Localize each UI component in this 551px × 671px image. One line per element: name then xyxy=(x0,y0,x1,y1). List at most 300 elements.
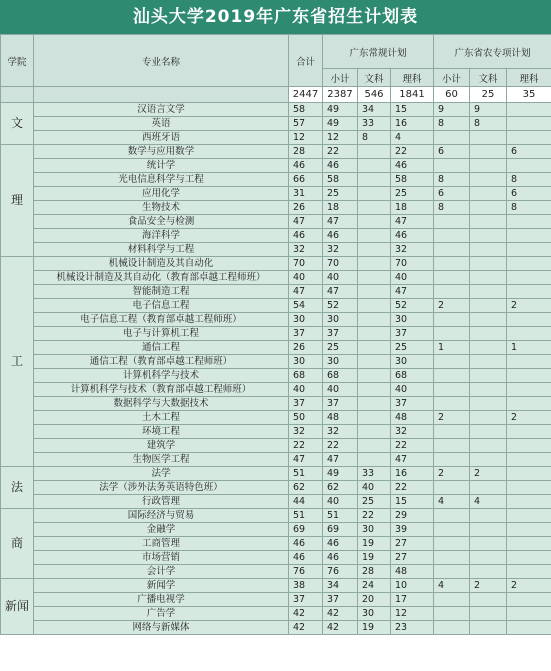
regular-subtotal-cell: 42 xyxy=(323,607,358,621)
regular-arts-cell xyxy=(358,299,391,313)
special-science-cell xyxy=(507,495,551,509)
total-cell: 12 xyxy=(289,131,323,145)
total-cell: 66 xyxy=(289,173,323,187)
regular-arts-cell: 25 xyxy=(358,495,391,509)
major-name-cell: 光电信息科学与工程 xyxy=(34,173,289,187)
regular-science-cell: 47 xyxy=(391,215,434,229)
major-name-cell: 食品安全与检测 xyxy=(34,215,289,229)
total-cell: 28 xyxy=(289,145,323,159)
table-row xyxy=(1,187,551,201)
regular-subtotal-cell: 46 xyxy=(323,229,358,243)
major-name-cell: 应用化学 xyxy=(34,187,289,201)
major-name-cell: 土木工程 xyxy=(34,411,289,425)
special-arts-cell xyxy=(470,285,507,299)
major-name-cell: 数学与应用数学 xyxy=(34,145,289,159)
regular-arts-cell xyxy=(358,173,391,187)
total-cell: 32 xyxy=(289,425,323,439)
college-label: 理 xyxy=(1,145,34,257)
major-name-cell: 汉语言文学 xyxy=(34,103,289,117)
special-arts-cell xyxy=(470,607,507,621)
regular-science-cell: 22 xyxy=(391,439,434,453)
total-cell: 22 xyxy=(289,439,323,453)
special-science-cell xyxy=(507,229,551,243)
major-name-cell: 环境工程 xyxy=(34,425,289,439)
regular-science-cell: 12 xyxy=(391,607,434,621)
total-cell: 46 xyxy=(289,159,323,173)
special-science-cell xyxy=(507,621,551,635)
table-row xyxy=(1,159,551,173)
special-arts-cell xyxy=(470,425,507,439)
special-science-cell: 2 xyxy=(507,579,551,593)
table-row xyxy=(1,243,551,257)
regular-subtotal-cell: 70 xyxy=(323,257,358,271)
total-cell: 30 xyxy=(289,313,323,327)
regular-arts-cell: 28 xyxy=(358,565,391,579)
special-arts-cell xyxy=(470,201,507,215)
regular-subtotal-cell: 25 xyxy=(323,341,358,355)
total-cell: 44 xyxy=(289,495,323,509)
regular-subtotal-cell: 12 xyxy=(323,131,358,145)
regular-subtotal-cell: 49 xyxy=(323,467,358,481)
special-science-cell: 2 xyxy=(507,411,551,425)
table-row xyxy=(1,523,551,537)
special-arts-cell: 4 xyxy=(470,495,507,509)
regular-subtotal-cell: 48 xyxy=(323,411,358,425)
special-subtotal-cell: 8 xyxy=(434,173,470,187)
page-title: 汕头大学2019年广东省招生计划表 xyxy=(0,0,551,34)
regular-subtotal-cell: 37 xyxy=(323,327,358,341)
special-science-cell xyxy=(507,593,551,607)
regular-science-cell: 16 xyxy=(391,467,434,481)
special-arts-cell xyxy=(470,187,507,201)
table-row xyxy=(1,537,551,551)
special-arts-cell: 2 xyxy=(470,579,507,593)
special-arts-cell xyxy=(470,173,507,187)
regular-subtotal-cell: 40 xyxy=(323,495,358,509)
regular-arts-cell xyxy=(358,257,391,271)
regular-science-cell: 32 xyxy=(391,243,434,257)
regular-subtotal-cell: 47 xyxy=(323,215,358,229)
special-science-cell xyxy=(507,537,551,551)
regular-arts-cell xyxy=(358,243,391,257)
special-arts-cell xyxy=(470,523,507,537)
special-science-cell xyxy=(507,523,551,537)
regular-subtotal-cell: 62 xyxy=(323,481,358,495)
header-special-arts: 文科 xyxy=(470,69,507,87)
special-subtotal-cell xyxy=(434,285,470,299)
special-subtotal-cell: 8 xyxy=(434,117,470,131)
total-cell: 46 xyxy=(289,229,323,243)
special-subtotal-cell xyxy=(434,131,470,145)
major-name-cell: 新闻学 xyxy=(34,579,289,593)
regular-subtotal-cell: 18 xyxy=(323,201,358,215)
special-arts-cell xyxy=(470,215,507,229)
college-label: 商 xyxy=(1,509,34,579)
special-subtotal-cell xyxy=(434,271,470,285)
regular-science-cell: 18 xyxy=(391,201,434,215)
regular-subtotal-cell: 22 xyxy=(323,439,358,453)
regular-arts-cell xyxy=(358,355,391,369)
special-arts-cell xyxy=(470,131,507,145)
regular-arts-cell: 40 xyxy=(358,481,391,495)
major-name-cell: 通信工程 xyxy=(34,341,289,355)
major-name-cell: 法学 xyxy=(34,467,289,481)
regular-science-cell: 40 xyxy=(391,383,434,397)
special-arts-cell xyxy=(470,537,507,551)
table-row xyxy=(1,551,551,565)
special-subtotal-cell xyxy=(434,523,470,537)
table-row xyxy=(1,313,551,327)
regular-arts-cell: 33 xyxy=(358,467,391,481)
special-subtotal-cell: 2 xyxy=(434,411,470,425)
table-row xyxy=(1,369,551,383)
total-cell: 37 xyxy=(289,327,323,341)
regular-arts-cell xyxy=(358,215,391,229)
table-row xyxy=(1,509,551,523)
regular-subtotal-cell: 58 xyxy=(323,173,358,187)
regular-arts-cell: 30 xyxy=(358,607,391,621)
regular-subtotal-cell: 40 xyxy=(323,383,358,397)
total-special-arts: 25 xyxy=(470,87,507,103)
special-subtotal-cell xyxy=(434,607,470,621)
special-science-cell: 8 xyxy=(507,201,551,215)
table-row xyxy=(1,593,551,607)
regular-science-cell: 4 xyxy=(391,131,434,145)
major-name-cell: 材料科学与工程 xyxy=(34,243,289,257)
special-science-cell: 1 xyxy=(507,341,551,355)
major-name-cell: 会计学 xyxy=(34,565,289,579)
regular-science-cell: 70 xyxy=(391,257,434,271)
total-cell: 40 xyxy=(289,383,323,397)
special-subtotal-cell xyxy=(434,383,470,397)
regular-arts-cell xyxy=(358,411,391,425)
total-cell: 31 xyxy=(289,187,323,201)
special-arts-cell xyxy=(470,593,507,607)
regular-subtotal-cell: 47 xyxy=(323,453,358,467)
regular-subtotal-cell: 30 xyxy=(323,313,358,327)
regular-science-cell: 23 xyxy=(391,621,434,635)
major-name-cell: 数据科学与大数据技术 xyxy=(34,397,289,411)
regular-subtotal-cell: 34 xyxy=(323,579,358,593)
special-arts-cell xyxy=(470,299,507,313)
special-subtotal-cell: 2 xyxy=(434,299,470,313)
special-subtotal-cell: 8 xyxy=(434,201,470,215)
special-subtotal-cell xyxy=(434,425,470,439)
table-row xyxy=(1,397,551,411)
enrollment-table xyxy=(0,34,551,635)
special-science-cell xyxy=(507,397,551,411)
regular-subtotal-cell: 42 xyxy=(323,621,358,635)
regular-subtotal-cell: 30 xyxy=(323,355,358,369)
special-science-cell xyxy=(507,453,551,467)
special-science-cell xyxy=(507,607,551,621)
regular-science-cell: 10 xyxy=(391,579,434,593)
header-total: 合计 xyxy=(289,35,323,87)
total-cell: 30 xyxy=(289,355,323,369)
table-row xyxy=(1,117,551,131)
regular-subtotal-cell: 22 xyxy=(323,145,358,159)
special-science-cell xyxy=(507,565,551,579)
regular-arts-cell xyxy=(358,229,391,243)
table-row xyxy=(1,579,551,593)
special-science-cell xyxy=(507,159,551,173)
special-subtotal-cell xyxy=(434,369,470,383)
total-regular-science: 1841 xyxy=(391,87,434,103)
total-regular-arts: 546 xyxy=(358,87,391,103)
major-name-cell: 智能制造工程 xyxy=(34,285,289,299)
major-name-cell: 海洋科学 xyxy=(34,229,289,243)
header-regular-plan: 广东常规计划 xyxy=(323,35,434,69)
special-science-cell xyxy=(507,439,551,453)
major-name-cell: 计算机科学与技术 xyxy=(34,369,289,383)
special-science-cell xyxy=(507,369,551,383)
table-row xyxy=(1,131,551,145)
special-subtotal-cell xyxy=(434,243,470,257)
regular-science-cell: 15 xyxy=(391,103,434,117)
regular-arts-cell xyxy=(358,453,391,467)
regular-arts-cell: 22 xyxy=(358,509,391,523)
header-science: 理科 xyxy=(391,69,434,87)
totals-row xyxy=(1,87,551,103)
special-subtotal-cell xyxy=(434,481,470,495)
major-name-cell: 广告学 xyxy=(34,607,289,621)
table-row xyxy=(1,565,551,579)
special-science-cell: 2 xyxy=(507,299,551,313)
special-arts-cell xyxy=(470,229,507,243)
regular-science-cell: 27 xyxy=(391,551,434,565)
special-arts-cell xyxy=(470,313,507,327)
major-name-cell: 金融学 xyxy=(34,523,289,537)
major-name-cell: 国际经济与贸易 xyxy=(34,509,289,523)
college-label: 法 xyxy=(1,467,34,509)
total-cell: 70 xyxy=(289,257,323,271)
college-label: 新闻 xyxy=(1,579,34,635)
regular-arts-cell: 34 xyxy=(358,103,391,117)
special-arts-cell xyxy=(470,327,507,341)
regular-science-cell: 27 xyxy=(391,537,434,551)
regular-science-cell: 17 xyxy=(391,593,434,607)
special-arts-cell xyxy=(470,453,507,467)
regular-subtotal-cell: 49 xyxy=(323,103,358,117)
major-name-cell: 工商管理 xyxy=(34,537,289,551)
special-science-cell xyxy=(507,215,551,229)
special-subtotal-cell xyxy=(434,453,470,467)
total-cell: 26 xyxy=(289,201,323,215)
regular-science-cell: 22 xyxy=(391,481,434,495)
total-regular-subtotal: 2387 xyxy=(323,87,358,103)
regular-science-cell: 25 xyxy=(391,341,434,355)
special-arts-cell xyxy=(470,355,507,369)
major-name-cell: 通信工程（教育部卓越工程师班） xyxy=(34,355,289,369)
special-science-cell xyxy=(507,327,551,341)
table-row xyxy=(1,299,551,313)
special-science-cell xyxy=(507,551,551,565)
regular-arts-cell: 19 xyxy=(358,537,391,551)
regular-science-cell: 30 xyxy=(391,313,434,327)
regular-arts-cell: 19 xyxy=(358,551,391,565)
table-row xyxy=(1,271,551,285)
regular-arts-cell xyxy=(358,313,391,327)
regular-subtotal-cell: 68 xyxy=(323,369,358,383)
total-special-science: 35 xyxy=(507,87,551,103)
regular-science-cell: 32 xyxy=(391,425,434,439)
special-science-cell xyxy=(507,117,551,131)
regular-science-cell: 40 xyxy=(391,271,434,285)
regular-arts-cell xyxy=(358,383,391,397)
special-arts-cell xyxy=(470,397,507,411)
total-cell: 40 xyxy=(289,271,323,285)
header-subtotal: 小计 xyxy=(323,69,358,87)
special-science-cell xyxy=(507,257,551,271)
regular-science-cell: 15 xyxy=(391,495,434,509)
special-subtotal-cell: 4 xyxy=(434,579,470,593)
major-name-cell: 电子信息工程 xyxy=(34,299,289,313)
special-arts-cell xyxy=(470,565,507,579)
special-science-cell xyxy=(507,243,551,257)
special-science-cell: 6 xyxy=(507,145,551,159)
regular-science-cell: 29 xyxy=(391,509,434,523)
special-subtotal-cell xyxy=(434,537,470,551)
header-major: 专业名称 xyxy=(34,35,289,87)
major-name-cell: 市场营销 xyxy=(34,551,289,565)
special-arts-cell xyxy=(470,271,507,285)
special-subtotal-cell xyxy=(434,229,470,243)
special-arts-cell xyxy=(470,145,507,159)
table-row xyxy=(1,607,551,621)
regular-science-cell: 22 xyxy=(391,145,434,159)
major-name-cell: 英语 xyxy=(34,117,289,131)
special-subtotal-cell xyxy=(434,551,470,565)
table-row xyxy=(1,383,551,397)
regular-arts-cell: 33 xyxy=(358,117,391,131)
regular-subtotal-cell: 47 xyxy=(323,285,358,299)
special-arts-cell: 2 xyxy=(470,467,507,481)
header-special-plan: 广东省农专项计划 xyxy=(434,35,551,69)
regular-arts-cell: 30 xyxy=(358,523,391,537)
table-row xyxy=(1,411,551,425)
major-name-cell: 计算机科学与技术（教育部卓越工程师班） xyxy=(34,383,289,397)
major-name-cell: 生物医学工程 xyxy=(34,453,289,467)
regular-subtotal-cell: 52 xyxy=(323,299,358,313)
table-row xyxy=(1,285,551,299)
total-cell: 42 xyxy=(289,607,323,621)
regular-science-cell: 47 xyxy=(391,285,434,299)
regular-science-cell: 58 xyxy=(391,173,434,187)
total-cell: 51 xyxy=(289,467,323,481)
special-science-cell xyxy=(507,285,551,299)
special-science-cell xyxy=(507,509,551,523)
special-arts-cell xyxy=(470,551,507,565)
table-row xyxy=(1,481,551,495)
table-row xyxy=(1,327,551,341)
table-row xyxy=(1,453,551,467)
regular-subtotal-cell: 37 xyxy=(323,593,358,607)
special-science-cell xyxy=(507,467,551,481)
special-subtotal-cell: 9 xyxy=(434,103,470,117)
regular-subtotal-cell: 49 xyxy=(323,117,358,131)
total-cell: 46 xyxy=(289,551,323,565)
table-row xyxy=(1,621,551,635)
special-subtotal-cell xyxy=(434,593,470,607)
special-subtotal-cell xyxy=(434,509,470,523)
special-science-cell xyxy=(507,481,551,495)
special-arts-cell xyxy=(470,621,507,635)
total-cell: 57 xyxy=(289,117,323,131)
table-row xyxy=(1,425,551,439)
major-name-cell: 西班牙语 xyxy=(34,131,289,145)
regular-arts-cell xyxy=(358,187,391,201)
regular-subtotal-cell: 46 xyxy=(323,159,358,173)
major-name-cell: 统计学 xyxy=(34,159,289,173)
special-science-cell xyxy=(507,131,551,145)
regular-arts-cell: 19 xyxy=(358,621,391,635)
table-row xyxy=(1,173,551,187)
total-cell: 46 xyxy=(289,537,323,551)
regular-science-cell: 37 xyxy=(391,327,434,341)
major-name-cell: 生物技术 xyxy=(34,201,289,215)
total-cell: 58 xyxy=(289,103,323,117)
special-arts-cell xyxy=(470,257,507,271)
total-cell: 42 xyxy=(289,621,323,635)
regular-subtotal-cell: 69 xyxy=(323,523,358,537)
special-science-cell xyxy=(507,383,551,397)
total-cell: 51 xyxy=(289,509,323,523)
total-cell: 26 xyxy=(289,341,323,355)
table-row xyxy=(1,467,551,481)
regular-arts-cell xyxy=(358,145,391,159)
regular-arts-cell: 8 xyxy=(358,131,391,145)
regular-subtotal-cell: 32 xyxy=(323,425,358,439)
special-subtotal-cell: 2 xyxy=(434,467,470,481)
regular-arts-cell xyxy=(358,369,391,383)
major-name-cell: 网络与新媒体 xyxy=(34,621,289,635)
total-cell: 69 xyxy=(289,523,323,537)
table-row xyxy=(1,257,551,271)
table-row xyxy=(1,103,551,117)
regular-subtotal-cell: 51 xyxy=(323,509,358,523)
total-cell: 47 xyxy=(289,453,323,467)
special-subtotal-cell xyxy=(434,621,470,635)
regular-science-cell: 46 xyxy=(391,229,434,243)
special-subtotal-cell xyxy=(434,565,470,579)
special-subtotal-cell: 1 xyxy=(434,341,470,355)
table-row xyxy=(1,341,551,355)
table-row xyxy=(1,145,551,159)
major-name-cell: 电子信息工程（教育部卓越工程师班） xyxy=(34,313,289,327)
regular-arts-cell xyxy=(358,327,391,341)
header-special-science: 理科 xyxy=(507,69,551,87)
special-subtotal-cell xyxy=(434,257,470,271)
regular-subtotal-cell: 37 xyxy=(323,397,358,411)
header-arts: 文科 xyxy=(358,69,391,87)
special-arts-cell: 9 xyxy=(470,103,507,117)
regular-arts-cell xyxy=(358,341,391,355)
regular-subtotal-cell: 46 xyxy=(323,537,358,551)
regular-subtotal-cell: 46 xyxy=(323,551,358,565)
special-subtotal-cell: 4 xyxy=(434,495,470,509)
regular-science-cell: 68 xyxy=(391,369,434,383)
special-arts-cell xyxy=(470,369,507,383)
major-name-cell: 电子与计算机工程 xyxy=(34,327,289,341)
special-arts-cell xyxy=(470,341,507,355)
total-cell: 47 xyxy=(289,215,323,229)
regular-arts-cell xyxy=(358,201,391,215)
total-cell: 62 xyxy=(289,481,323,495)
header-college: 学院 xyxy=(1,35,34,87)
table-row xyxy=(1,439,551,453)
special-science-cell xyxy=(507,103,551,117)
regular-subtotal-cell: 25 xyxy=(323,187,358,201)
